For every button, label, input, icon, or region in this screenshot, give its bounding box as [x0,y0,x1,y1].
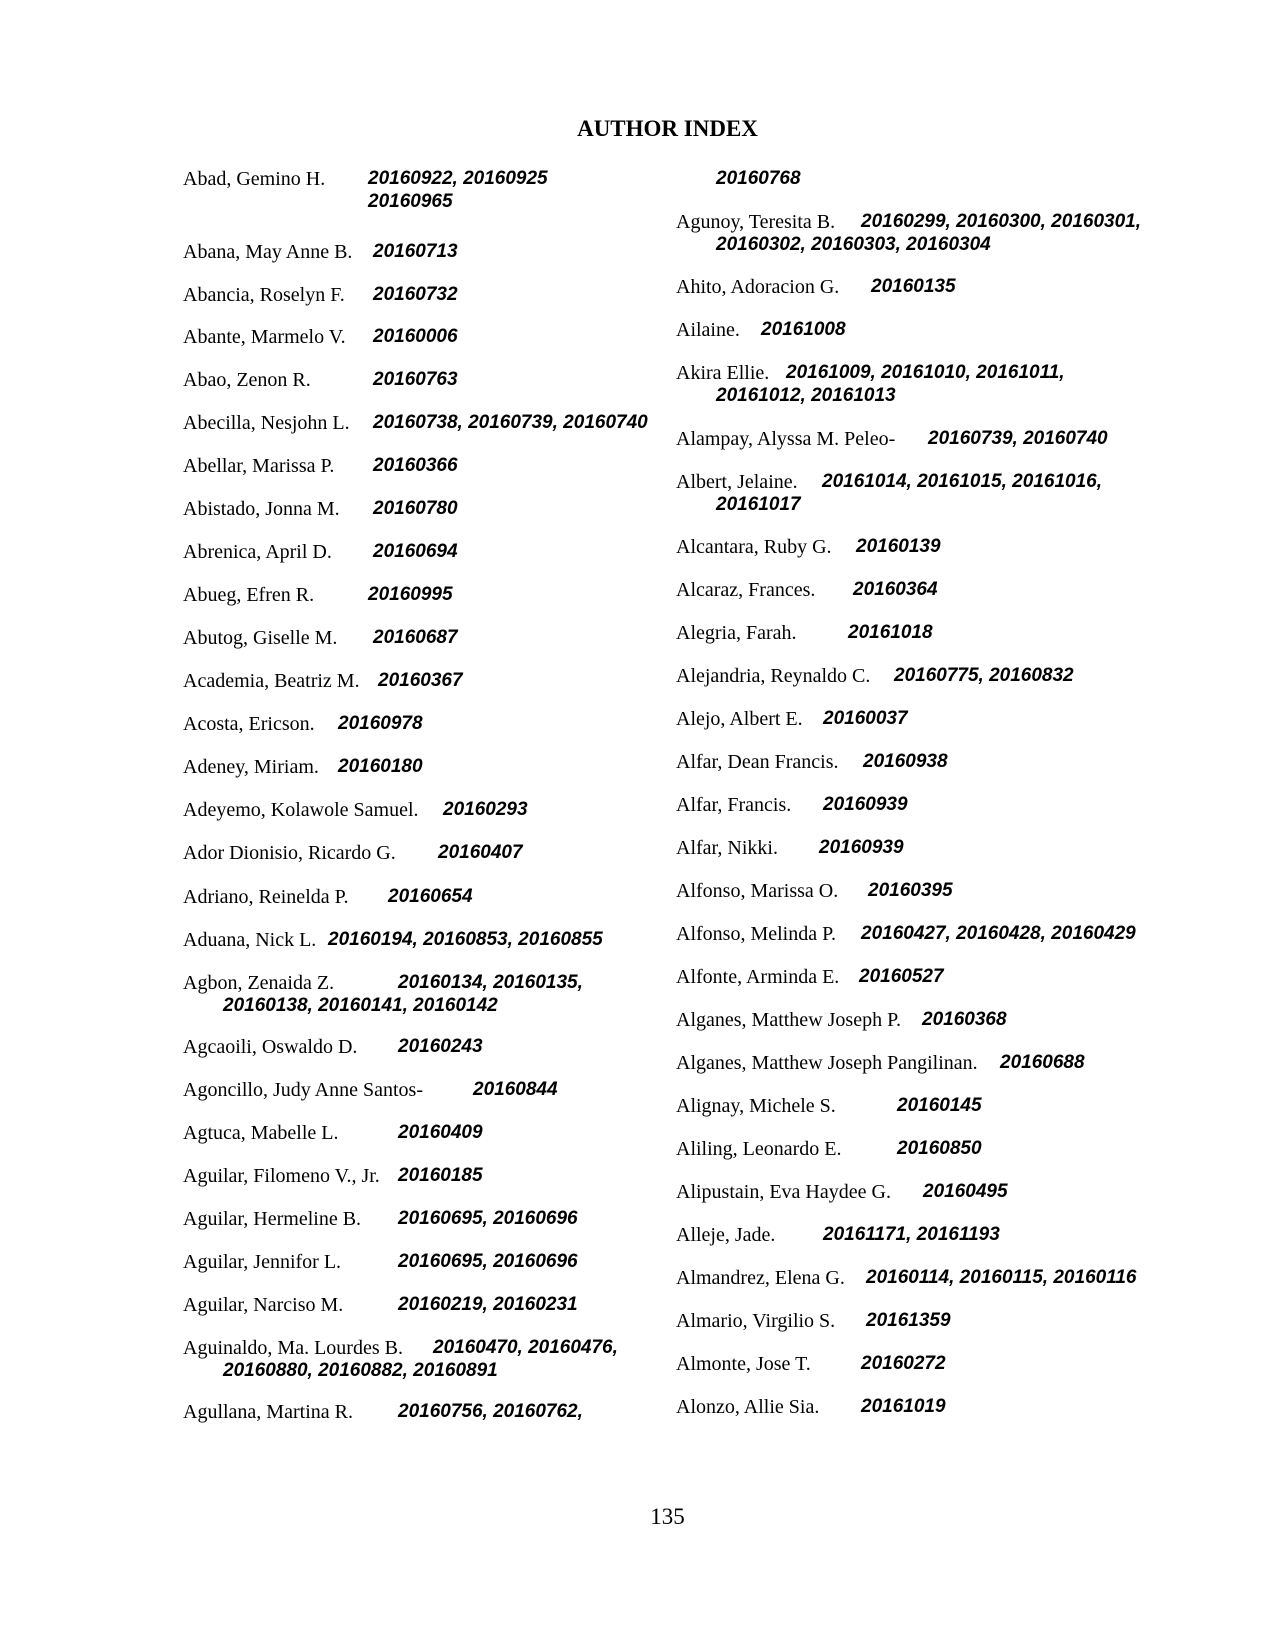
author-name: Aguilar, Narciso M. [183,1294,344,1316]
author-name: Alfar, Dean Francis. [676,751,839,773]
author-name: Ailaine. [676,319,740,341]
record-ids: 20160939 [823,794,908,815]
author-name: Agbon, Zenaida Z. [183,972,335,994]
record-ids-continued: 20160302, 20160303, 20160304 [716,234,991,255]
record-ids: 20160687 [373,627,458,648]
record-ids: 20160780 [373,498,458,519]
record-ids: 20160654 [388,886,473,907]
author-name: Abao, Zenon R. [183,369,311,391]
author-name: Abana, May Anne B. [183,241,353,263]
author-name: Almandrez, Elena G. [676,1267,845,1289]
record-ids: 20160688 [1000,1052,1085,1073]
author-name: Abrenica, April D. [183,541,332,563]
page-title: AUTHOR INDEX [577,116,758,141]
author-name: Alfonso, Melinda P. [676,923,836,945]
record-ids: 20160938 [863,751,948,772]
record-ids: 20160293 [443,799,528,820]
author-name: Alganes, Matthew Joseph Pangilinan. [676,1052,978,1074]
author-name: Abistado, Jonna M. [183,498,340,520]
author-name: Agoncillo, Judy Anne Santos- [183,1079,423,1101]
record-ids-continued: 20161017 [716,494,801,515]
record-ids: 20160756, 20160762, [398,1401,583,1422]
author-name: Aguilar, Jennifor L. [183,1251,342,1273]
author-name: Agtuca, Mabelle L. [183,1122,339,1144]
author-name: Alegria, Farah. [676,622,797,644]
author-name: Alleje, Jade. [676,1224,776,1246]
author-name: Acosta, Ericson. [183,713,315,735]
author-name: Alcantara, Ruby G. [676,536,832,558]
author-name: Almario, Virgilio S. [676,1310,836,1332]
author-name: Ador Dionisio, Ricardo G. [183,842,396,864]
author-name: Alfonso, Marissa O. [676,880,839,902]
record-ids: 20160995 [368,584,453,605]
author-name: Albert, Jelaine. [676,471,798,493]
record-ids: 20160695, 20160696 [398,1208,578,1229]
record-ids: 20160194, 20160853, 20160855 [328,929,603,950]
author-name: Agcaoili, Oswaldo D. [183,1036,358,1058]
author-name: Alfonte, Arminda E. [676,966,840,988]
author-name: Alignay, Michele S. [676,1095,836,1117]
record-ids: 20160006 [373,326,458,347]
record-ids: 20160495 [923,1181,1008,1202]
record-ids: 20160139 [856,536,941,557]
record-ids: 20160409 [398,1122,483,1143]
author-name: Almonte, Jose T. [676,1353,811,1375]
record-ids: 20160299, 20160300, 20160301, [861,211,1141,232]
author-name: Adeney, Miriam. [183,756,319,778]
author-name: Akira Ellie. [676,362,770,384]
author-name: Alcaraz, Frances. [676,579,816,601]
author-name: Aguilar, Filomeno V., Jr. [183,1165,380,1187]
record-ids: 20160763 [373,369,458,390]
author-name: Academia, Beatriz M. [183,670,360,692]
author-name: Abante, Marmelo V. [183,326,346,348]
record-ids: 20160978 [338,713,423,734]
record-ids: 20160368 [922,1009,1007,1030]
record-ids: 20160850 [897,1138,982,1159]
author-name: Agullana, Martina R. [183,1401,353,1423]
record-ids: 20160695, 20160696 [398,1251,578,1272]
author-name: Abellar, Marissa P. [183,455,335,477]
record-ids: 20160694 [373,541,458,562]
record-ids: 20161009, 20161010, 20161011, [786,362,1065,383]
record-ids: 20160527 [859,966,944,987]
author-name: Abutog, Giselle M. [183,627,338,649]
record-ids: 20160844 [473,1079,558,1100]
record-ids: 20160367 [378,670,463,691]
record-ids: 20160738, 20160739, 20160740 [373,412,648,433]
author-name: Alfar, Nikki. [676,837,778,859]
record-ids: 20161171, 20161193 [823,1224,1000,1245]
record-ids: 20160732 [373,284,458,305]
author-name: Agunoy, Teresita B. [676,211,836,233]
record-ids-continued: 20161012, 20161013 [716,385,896,406]
record-ids: 20160219, 20160231 [398,1294,578,1315]
author-name: Abecilla, Nesjohn L. [183,412,350,434]
record-ids: 20160114, 20160115, 20160116 [866,1267,1137,1288]
page-number: 135 [650,1504,685,1529]
record-ids: 20160135 [871,276,956,297]
author-name: Alejo, Albert E. [676,708,803,730]
author-name: Alampay, Alyssa M. Peleo- [676,428,896,450]
record-ids: 20161008 [761,319,846,340]
record-ids: 20160939 [819,837,904,858]
record-ids: 20160037 [823,708,908,729]
author-name: Adriano, Reinelda P. [183,886,349,908]
author-name: Alejandria, Reynaldo C. [676,665,871,687]
author-name: Abueg, Efren R. [183,584,315,606]
record-ids: 20160243 [398,1036,483,1057]
record-ids-continued: 20160138, 20160141, 20160142 [223,995,498,1016]
record-ids: 20160395 [868,880,953,901]
author-name: Alonzo, Allie Sia. [676,1396,820,1418]
author-name: Abad, Gemino H. [183,168,326,190]
record-ids: 20161018 [848,622,933,643]
record-ids: 20161019 [861,1396,946,1417]
record-ids: 20160427, 20160428, 20160429 [861,923,1136,944]
author-name: Aliling, Leonardo E. [676,1138,842,1160]
record-ids: 20160470, 20160476, [433,1337,618,1358]
author-name: Alfar, Francis. [676,794,792,816]
author-name: Abancia, Roselyn F. [183,284,345,306]
record-ids: 20160739, 20160740 [928,428,1108,449]
record-ids-continued: 20160880, 20160882, 20160891 [223,1360,498,1381]
record-ids: 20160180 [338,756,423,777]
author-name: Adeyemo, Kolawole Samuel. [183,799,419,821]
record-ids: 20160366 [373,455,458,476]
record-ids: 20161359 [866,1310,951,1331]
record-ids: 20160134, 20160135, [398,972,583,993]
record-ids: 20160922, 20160925 [368,168,548,189]
author-name: Aguinaldo, Ma. Lourdes B. [183,1337,403,1359]
record-ids: 20160407 [438,842,523,863]
record-ids: 20160364 [853,579,938,600]
record-ids-continued: 20160768 [716,168,801,189]
record-ids: 20161014, 20161015, 20161016, [822,471,1102,492]
author-name: Aduana, Nick L. [183,929,317,951]
record-ids: 20160185 [398,1165,483,1186]
record-ids: 20160775, 20160832 [894,665,1074,686]
record-ids-continued: 20160965 [368,191,453,212]
record-ids: 20160272 [861,1353,946,1374]
author-name: Alipustain, Eva Haydee G. [676,1181,891,1203]
author-name: Ahito, Adoracion G. [676,276,840,298]
author-name: Alganes, Matthew Joseph P. [676,1009,901,1031]
record-ids: 20160713 [373,241,458,262]
author-name: Aguilar, Hermeline B. [183,1208,362,1230]
record-ids: 20160145 [897,1095,982,1116]
